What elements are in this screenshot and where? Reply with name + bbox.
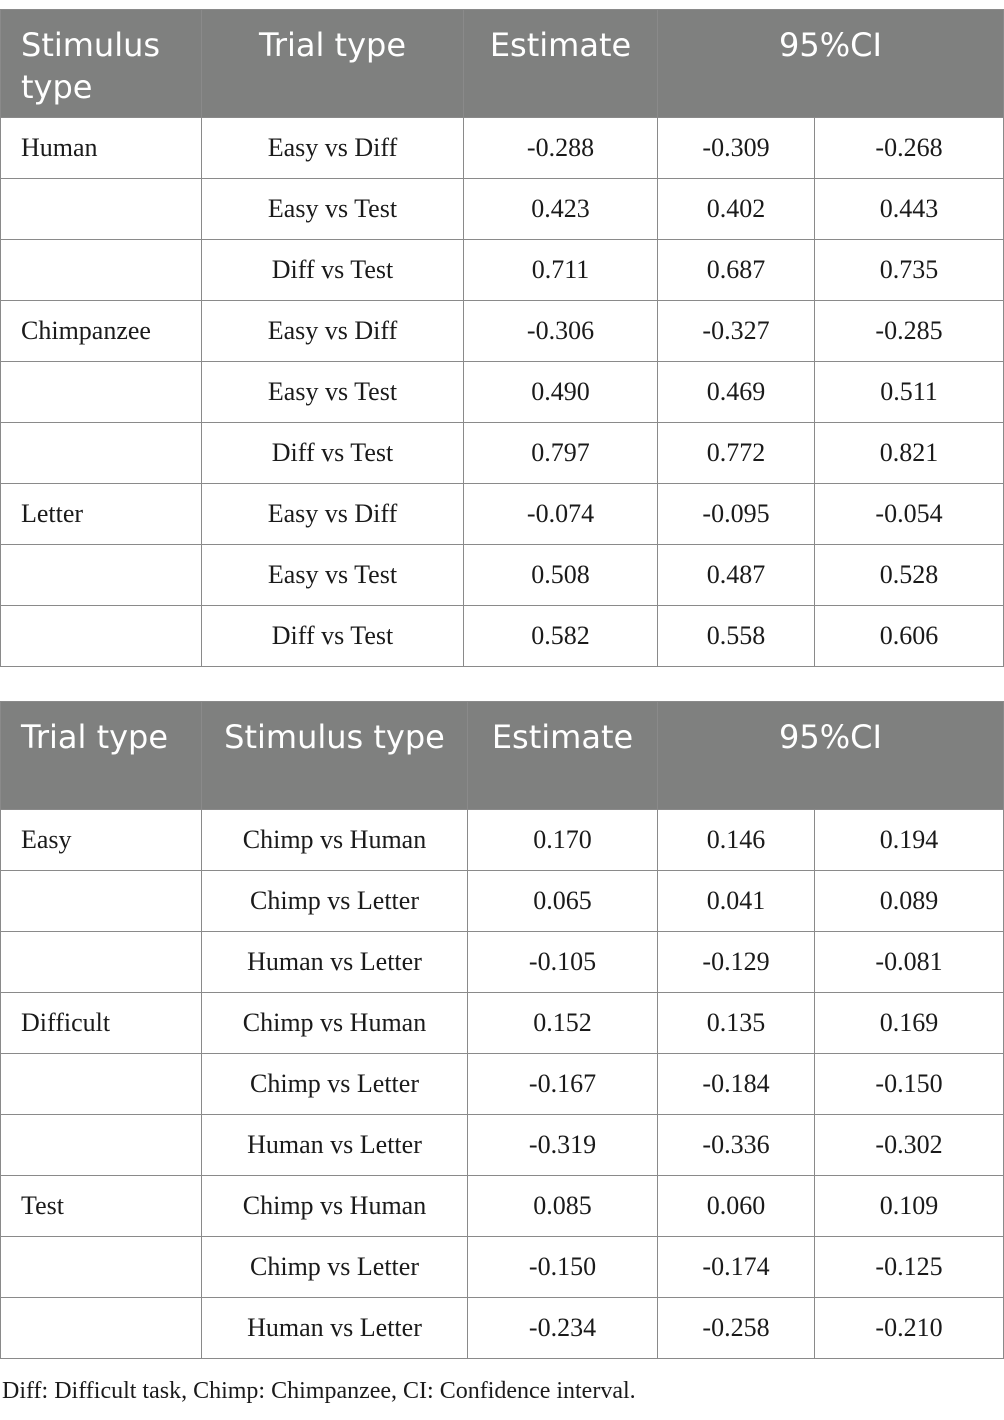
table-row <box>1 179 1004 240</box>
estimate-cell: 0.508 <box>464 545 658 606</box>
ci-lower-cell: 0.487 <box>658 545 815 606</box>
column-header: Trial type <box>202 10 464 118</box>
ci-upper-cell: 0.169 <box>815 993 1004 1054</box>
comparison-cell: Chimp vs Letter <box>202 871 468 932</box>
table-row <box>1 810 1004 871</box>
ci-lower-cell: 0.687 <box>658 240 815 301</box>
estimate-cell: 0.065 <box>468 871 658 932</box>
ci-upper-cell: 0.606 <box>815 606 1004 667</box>
ci-upper-cell: -0.285 <box>815 301 1004 362</box>
column-header: Trial type <box>1 702 202 810</box>
ci-upper-cell: -0.081 <box>815 932 1004 993</box>
table-row <box>1 1237 1004 1298</box>
ci-lower-cell: -0.309 <box>658 118 815 179</box>
group-label-cell <box>1 545 202 606</box>
group-label-cell <box>1 932 202 993</box>
comparison-cell: Chimp vs Letter <box>202 1054 468 1115</box>
ci-upper-cell: -0.054 <box>815 484 1004 545</box>
ci-lower-cell: 0.402 <box>658 179 815 240</box>
group-label-cell <box>1 179 202 240</box>
comparison-cell: Easy vs Diff <box>202 118 464 179</box>
estimate-cell: -0.288 <box>464 118 658 179</box>
comparison-cell: Chimp vs Human <box>202 1176 468 1237</box>
table-header-row <box>1 10 1004 118</box>
group-label-cell: Easy <box>1 810 202 871</box>
comparison-cell: Easy vs Test <box>202 545 464 606</box>
estimate-cell: 0.711 <box>464 240 658 301</box>
ci-upper-cell: -0.302 <box>815 1115 1004 1176</box>
group-label-cell <box>1 1054 202 1115</box>
ci-lower-cell: -0.336 <box>658 1115 815 1176</box>
group-label-cell: Human <box>1 118 202 179</box>
ci-lower-cell: 0.146 <box>658 810 815 871</box>
ci-lower-cell: -0.129 <box>658 932 815 993</box>
ci-lower-cell: 0.772 <box>658 423 815 484</box>
comparison-cell: Diff vs Test <box>202 423 464 484</box>
comparison-cell: Diff vs Test <box>202 240 464 301</box>
ci-upper-cell: -0.150 <box>815 1054 1004 1115</box>
estimate-cell: -0.105 <box>468 932 658 993</box>
estimate-cell: -0.074 <box>464 484 658 545</box>
ci-lower-cell: 0.041 <box>658 871 815 932</box>
group-label-cell <box>1 1298 202 1359</box>
group-label-cell: Chimpanzee <box>1 301 202 362</box>
table-row <box>1 301 1004 362</box>
ci-upper-cell: 0.443 <box>815 179 1004 240</box>
table-row <box>1 1115 1004 1176</box>
group-label-cell: Letter <box>1 484 202 545</box>
ci-upper-cell: -0.125 <box>815 1237 1004 1298</box>
table-row <box>1 240 1004 301</box>
table-row <box>1 1176 1004 1237</box>
ci-lower-cell: 0.135 <box>658 993 815 1054</box>
group-label-cell: Test <box>1 1176 202 1237</box>
table-row <box>1 1298 1004 1359</box>
estimate-cell: 0.423 <box>464 179 658 240</box>
estimate-cell: 0.490 <box>464 362 658 423</box>
table-row <box>1 1054 1004 1115</box>
comparison-cell: Human vs Letter <box>202 1115 468 1176</box>
comparison-cell: Human vs Letter <box>202 932 468 993</box>
estimate-cell: -0.150 <box>468 1237 658 1298</box>
ci-upper-cell: 0.511 <box>815 362 1004 423</box>
estimate-cell: -0.234 <box>468 1298 658 1359</box>
table-row <box>1 606 1004 667</box>
group-label-cell <box>1 1237 202 1298</box>
ci-upper-cell: -0.210 <box>815 1298 1004 1359</box>
column-header: Estimate <box>464 10 658 118</box>
ci-upper-cell: 0.194 <box>815 810 1004 871</box>
group-label-cell <box>1 1115 202 1176</box>
comparison-cell: Chimp vs Human <box>202 993 468 1054</box>
ci-lower-cell: -0.174 <box>658 1237 815 1298</box>
comparison-cell: Easy vs Diff <box>202 301 464 362</box>
table-row <box>1 484 1004 545</box>
estimate-cell: 0.170 <box>468 810 658 871</box>
table-row <box>1 545 1004 606</box>
table-row <box>1 993 1004 1054</box>
group-label-cell: Difficult <box>1 993 202 1054</box>
comparison-cell: Easy vs Diff <box>202 484 464 545</box>
ci-lower-cell: -0.095 <box>658 484 815 545</box>
table-body <box>1 810 1004 1359</box>
ci-upper-cell: -0.268 <box>815 118 1004 179</box>
group-label-cell <box>1 606 202 667</box>
table-header-row <box>1 702 1004 810</box>
ci-upper-cell: 0.821 <box>815 423 1004 484</box>
column-header: 95%CI <box>658 702 1004 810</box>
comparison-cell: Chimp vs Human <box>202 810 468 871</box>
column-header: Stimulus type <box>202 702 468 810</box>
ci-upper-cell: 0.528 <box>815 545 1004 606</box>
ci-upper-cell: 0.735 <box>815 240 1004 301</box>
group-label-cell <box>1 240 202 301</box>
table-row <box>1 362 1004 423</box>
estimate-cell: 0.797 <box>464 423 658 484</box>
table-row <box>1 932 1004 993</box>
estimate-cell: 0.582 <box>464 606 658 667</box>
table-row <box>1 118 1004 179</box>
table-row <box>1 423 1004 484</box>
results-table-by-trial <box>0 701 1004 1359</box>
estimate-cell: -0.167 <box>468 1054 658 1115</box>
ci-upper-cell: 0.089 <box>815 871 1004 932</box>
comparison-cell: Easy vs Test <box>202 362 464 423</box>
estimate-cell: 0.085 <box>468 1176 658 1237</box>
table-footnote: Diff: Difficult task, Chimp: Chimpanzee, CI: Confidence interval. <box>2 1378 636 1404</box>
ci-upper-cell: 0.109 <box>815 1176 1004 1237</box>
column-header: 95%CI <box>658 10 1004 118</box>
group-label-cell <box>1 871 202 932</box>
ci-lower-cell: 0.060 <box>658 1176 815 1237</box>
column-header: Estimate <box>468 702 658 810</box>
ci-lower-cell: -0.258 <box>658 1298 815 1359</box>
comparison-cell: Diff vs Test <box>202 606 464 667</box>
results-table-by-stimulus <box>0 9 1004 667</box>
comparison-cell: Chimp vs Letter <box>202 1237 468 1298</box>
table-body <box>1 118 1004 667</box>
group-label-cell <box>1 362 202 423</box>
estimate-cell: -0.319 <box>468 1115 658 1176</box>
comparison-cell: Easy vs Test <box>202 179 464 240</box>
ci-lower-cell: -0.327 <box>658 301 815 362</box>
estimate-cell: -0.306 <box>464 301 658 362</box>
ci-lower-cell: 0.558 <box>658 606 815 667</box>
group-label-cell <box>1 423 202 484</box>
estimate-cell: 0.152 <box>468 993 658 1054</box>
table-row <box>1 871 1004 932</box>
ci-lower-cell: 0.469 <box>658 362 815 423</box>
column-header: Stimulus type <box>1 10 202 118</box>
comparison-cell: Human vs Letter <box>202 1298 468 1359</box>
ci-lower-cell: -0.184 <box>658 1054 815 1115</box>
